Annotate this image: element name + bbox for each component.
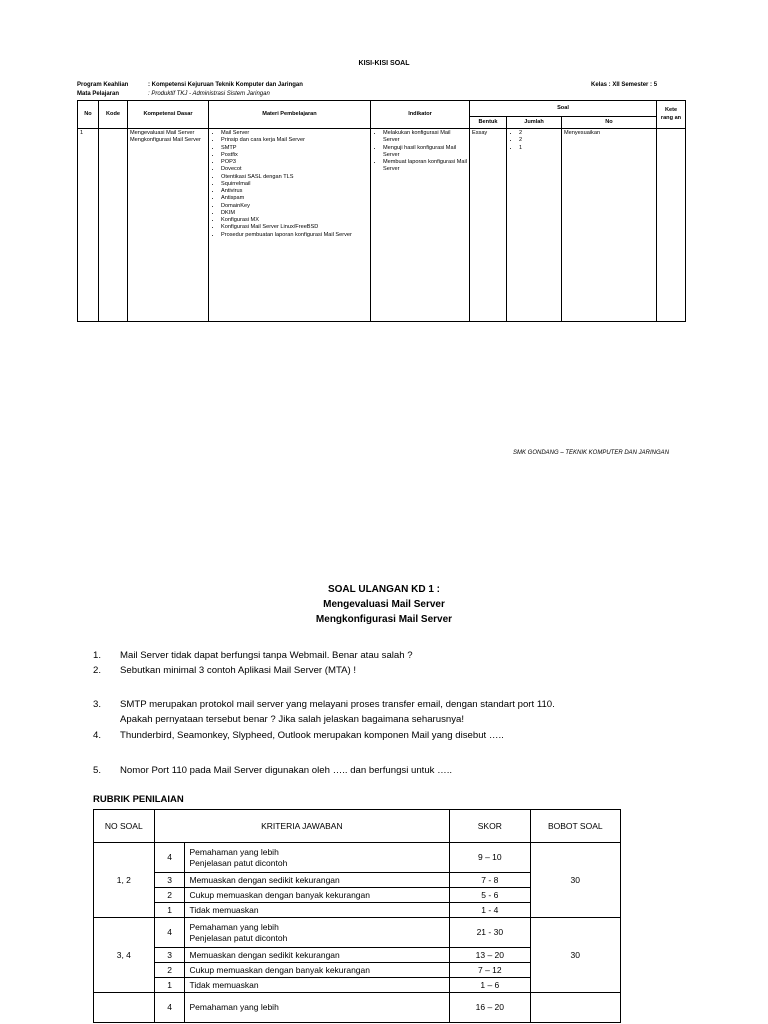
indikator-item: • Menguji hasil konfigurasi Mail Server — [383, 145, 467, 160]
materi-item: • POP3 — [221, 159, 368, 166]
header-kompetensi-dasar: Kompetensi Dasar — [128, 101, 209, 129]
cell-skor: 5 - 6 — [450, 888, 530, 903]
cell-kode — [99, 129, 128, 322]
header-no: No — [78, 101, 99, 129]
cell-kriteria — [185, 918, 450, 948]
question-4: 4. Thunderbird, Seamonkey, Slypheed, Outlook merupakan komponen Mail yang disebut ….. — [93, 730, 504, 741]
cell-kompetensi-dasar — [128, 129, 209, 322]
cell-level: 4 — [154, 843, 185, 873]
cell-level: 4 — [154, 918, 185, 948]
cell-kriteria: Memuaskan dengan sedikit kekurangan — [185, 873, 450, 888]
cell-no-soal: 1, 2 — [94, 843, 155, 918]
cell-no-soal: Menyesuaikan — [562, 129, 657, 322]
question-3: 3. SMTP merupakan protokol mail server yang melayani proses transfer email, dengan standart port 110. Apakah pernyataan tersebut benar ? Jika salah jelaskan bagaimana seharusnya! — [93, 699, 555, 725]
header-kriteria: KRITERIA JAWABAN — [154, 810, 449, 843]
cell-no: 1 — [78, 129, 99, 322]
kriteria-line: Pemahaman yang lebih — [189, 847, 279, 858]
mapel-value: : Produktif TKJ - Administrasi Sistem Jaringan — [148, 91, 270, 97]
header-jumlah: Jumlah — [507, 117, 562, 129]
cell-kriteria — [185, 843, 450, 873]
materi-item: • SMTP — [221, 145, 368, 152]
cell-keterangan — [657, 129, 686, 322]
cell-kriteria — [185, 993, 450, 1023]
materi-item: • Antispam — [221, 195, 368, 202]
kriteria-line: Pemahaman yang lebih — [189, 922, 279, 933]
kriteria-line: Penjelasan patut dicontoh — [189, 857, 288, 868]
header-soal: Soal — [470, 101, 657, 117]
kriteria-line: Pemahaman yang lebih — [189, 1002, 279, 1013]
materi-item: • Konfigurasi Mail Server Linux/FreeBSD — [221, 224, 368, 231]
program-label: Program Keahlian — [77, 82, 129, 88]
cell-bobot — [530, 993, 620, 1023]
materi-item: • Prosedur pembuatan laporan konfigurasi Mail Server — [221, 232, 368, 239]
cell-skor: 13 – 20 — [450, 948, 530, 963]
header-keterangan: Kete rang an — [657, 101, 686, 129]
kisi-title: KISI-KISI SOAL — [358, 60, 410, 67]
cell-level: 2 — [154, 963, 185, 978]
cell-kriteria: Cukup memuaskan dengan banyak kekurangan — [185, 888, 450, 903]
cell-level: 1 — [154, 903, 185, 918]
cell-skor: 9 – 10 — [450, 843, 530, 873]
materi-item: • Postfix — [221, 152, 368, 159]
soal-subheading-1: Mengevaluasi Mail Server — [323, 599, 445, 610]
cell-skor: 1 - 4 — [450, 903, 530, 918]
soal-heading: SOAL ULANGAN KD 1 : — [327, 584, 441, 595]
kelas-semester: Kelas : XII Semester : 5 — [591, 82, 658, 88]
materi-item: • DomainKey — [221, 203, 368, 210]
kd-item: Mengevaluasi Mail Server — [130, 130, 195, 136]
header-bobot: BOBOT SOAL — [530, 810, 620, 843]
question-5: 5. Nomor Port 110 pada Mail Server digunakan oleh ….. dan berfungsi untuk ….. — [93, 765, 453, 776]
page-footer: SMK GONDANG – TEKNIK KOMPUTER DAN JARINGAN — [513, 450, 670, 456]
materi-item: • Konfigurasi MX — [221, 217, 368, 224]
kisi-table — [77, 100, 686, 322]
materi-item: • DKIM — [221, 210, 368, 217]
question-1: 1. Mail Server tidak dapat berfungsi tanpa Webmail. Benar atau salah ? — [93, 650, 413, 661]
table-row — [94, 993, 621, 1023]
cell-indikator — [371, 129, 470, 322]
cell-no-soal — [94, 993, 155, 1023]
cell-skor: 21 - 30 — [450, 918, 530, 948]
cell-no-soal: 3, 4 — [94, 918, 155, 993]
cell-jumlah — [507, 129, 562, 322]
header-no-soal: NO SOAL — [94, 810, 155, 843]
table-row — [78, 129, 686, 322]
header-no-soal: No — [562, 117, 657, 129]
cell-kriteria: Memuaskan dengan sedikit kekurangan — [185, 948, 450, 963]
rubrik-table — [93, 809, 621, 1023]
cell-skor: 1 – 6 — [450, 978, 530, 993]
header-indikator: Indikator — [371, 101, 470, 129]
cell-kriteria: Tidak memuaskan — [185, 903, 450, 918]
question-2: 2. Sebutkan minimal 3 contoh Aplikasi Mail Server (MTA) ! — [93, 665, 357, 676]
table-row — [94, 918, 621, 948]
header-bentuk: Bentuk — [470, 117, 507, 129]
cell-bentuk: Essay — [470, 129, 507, 322]
cell-level: 1 — [154, 978, 185, 993]
cell-level: 2 — [154, 888, 185, 903]
header-kode: Kode — [99, 101, 128, 129]
jumlah-item: • 2 — [519, 130, 559, 137]
program-value: : Kompetensi Kejuruan Teknik Komputer dan Jaringan — [148, 82, 303, 88]
cell-kriteria: Cukup memuaskan dengan banyak kekurangan — [185, 963, 450, 978]
materi-item: • Mail Server — [221, 130, 368, 137]
cell-level: 4 — [154, 993, 185, 1023]
cell-skor: 7 - 8 — [450, 873, 530, 888]
soal-subheading-2: Mengkonfigurasi Mail Server — [315, 614, 453, 625]
indikator-item: • Membuat laporan konfigurasi Mail Server — [383, 159, 467, 174]
mapel-label: Mata Pelajaran — [77, 91, 120, 97]
header-skor: SKOR — [450, 810, 530, 843]
materi-item: • Otentikasi SASL dengan TLS — [221, 174, 368, 181]
kd-item: Mengkonfigurasi Mail Server — [130, 137, 201, 144]
materi-item: • Antivirus — [221, 188, 368, 195]
materi-item: • Prinsip dan cara kerja Mail Server — [221, 137, 368, 144]
cell-skor: 7 – 12 — [450, 963, 530, 978]
cell-level: 3 — [154, 873, 185, 888]
materi-item: • Dovecot — [221, 166, 368, 173]
cell-skor: 16 – 20 — [450, 993, 530, 1023]
cell-bobot: 30 — [530, 918, 620, 993]
indikator-item: • Melakukan konfigurasi Mail Server — [383, 130, 467, 145]
jumlah-item: • 2 — [519, 137, 559, 144]
rubrik-title: RUBRIK PENILAIAN — [93, 794, 184, 805]
jumlah-item: • 1 — [519, 145, 559, 152]
cell-level: 3 — [154, 948, 185, 963]
header-materi: Materi Pembelajaran — [209, 101, 371, 129]
cell-kriteria: Tidak memuaskan — [185, 978, 450, 993]
table-row — [94, 843, 621, 873]
cell-bobot: 30 — [530, 843, 620, 918]
kriteria-line: Penjelasan patut dicontoh — [189, 932, 288, 943]
materi-item: • Squirrelmail — [221, 181, 368, 188]
cell-materi — [209, 129, 371, 322]
